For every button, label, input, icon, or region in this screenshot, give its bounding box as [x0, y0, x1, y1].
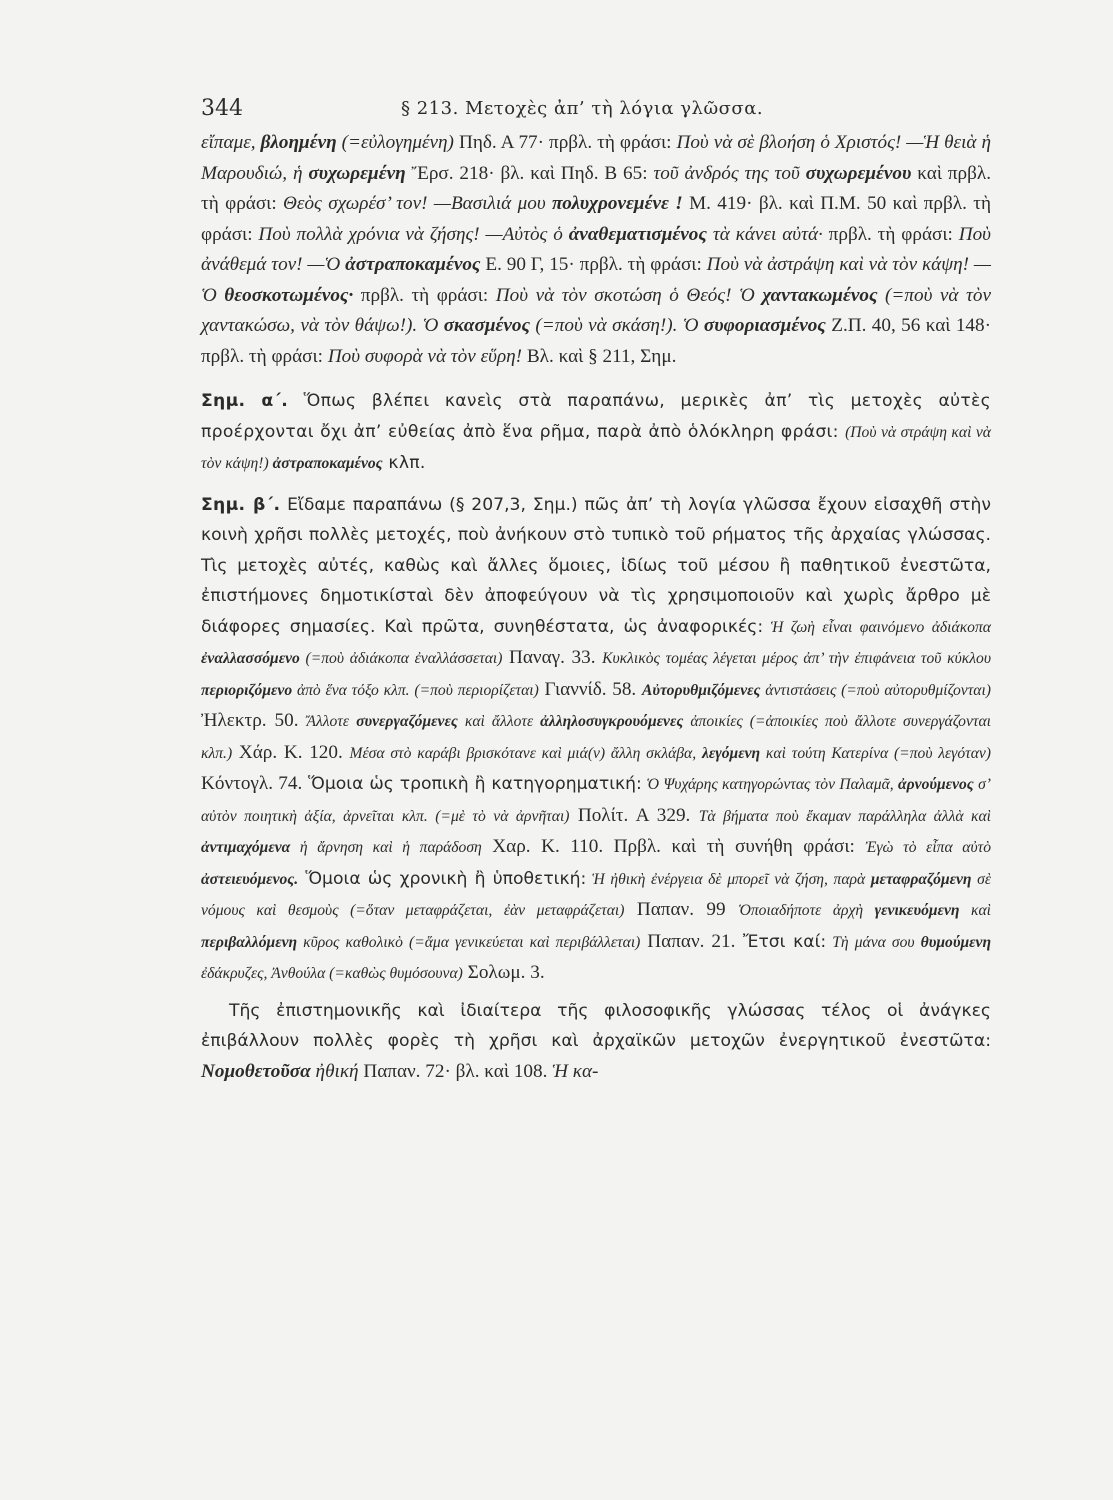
page-number: 344	[201, 96, 243, 121]
bold-term: Νομοθετοῦσα	[201, 1060, 311, 1082]
page-header	[201, 96, 991, 126]
bold-term: συφοριασμένος	[703, 315, 826, 336]
example-phrase: ἐδάκρυζες, Ἀνθούλα (=καθὼς θυμόσουνα)	[201, 965, 463, 982]
text-span: Ε. 90 Γ, 15· πρβλ. τὴ φράσι:	[480, 254, 707, 275]
reference: Ἠλεκτρ. 50.	[201, 710, 307, 731]
text-span: Τῆς ἐπιστημονικῆς καὶ ἰδιαίτερα τῆς φιλοσοφικῆς γλώσσας τέλος οἱ ἀνάγκες ἐπιβάλλουν πολλὲς φορὲς τὴ χρῆσι καὶ ἀρχαϊκῶν μετοχῶν ἐνεργητικοῦ ἐνεστῶτα:	[201, 1000, 991, 1051]
example-phrase: σὲ νόμους καὶ θεσμοὺς (=ὅταν μεταφράζεται, ἐὰν μεταφράζεται)	[201, 870, 991, 919]
example-phrase: καὶ ἄλλοτε	[457, 713, 541, 730]
example-phrase: ἀντιστάσεις (=ποὺ αὐτορυθμίζονται)	[760, 681, 991, 699]
reference: Παναγ. 33.	[502, 647, 603, 668]
bold-term: ἀστειευόμενος.	[201, 870, 299, 888]
text-span: πρβλ. τὴ φράσι:	[822, 223, 959, 245]
bold-term: Αὐτορυθμιζόμενες	[641, 681, 761, 699]
example-phrase: ἠθική	[310, 1060, 359, 1082]
example-phrase: (Ποὺ νὰ στράψη καὶ νὰ τὸν κάψη!)	[201, 423, 991, 472]
reference: Γιαννίδ. 58.	[538, 678, 642, 700]
bold-term: συνεργαζόμενες	[356, 713, 458, 730]
example-phrase: Ὁποιαδήποτε ἀρχὴ	[738, 902, 875, 919]
text-span: κλπ.	[382, 453, 426, 473]
bold-term: ἀλληλοσυγκρουόμενες	[540, 713, 684, 730]
text-span: (=εὐλογημένη)	[336, 132, 459, 153]
note-label: Σημ. β΄.	[201, 494, 281, 515]
bold-term: περιβαλλόμενη	[201, 933, 298, 951]
text-span: Ὅμοια ὡς τροπικὴ ἢ κατηγορηματική:	[302, 774, 642, 794]
example-phrase: Ποὺ συφορὰ νὰ τὸν εὕρη!	[327, 345, 523, 367]
text-span: Ὅμοια ὡς χρονικὴ ἢ ὑποθετική:	[298, 868, 587, 889]
bold-term: θυμούμενη	[920, 933, 992, 951]
bold-term: συχωρεμένη	[308, 162, 406, 184]
bold-term: γενικευόμενη	[874, 902, 960, 919]
reference: Σολωμ. 3.	[462, 962, 545, 983]
example-phrase: καὶ	[959, 902, 991, 919]
example-phrase: Κυκλικὸς τομέας λέγεται μέρος ἀπ’ τὴν ἐπιφάνεια τοῦ κύκλου	[602, 650, 991, 667]
example-phrase: Ποὺ νὰ ἀστράψη καὶ νὰ τὸν κάψη! —Ὁ	[201, 254, 991, 306]
example-phrase: ἀπὸ ἕνα τόξο κλπ. (=ποὺ περιορίζεται)	[292, 681, 539, 699]
example-phrase: Ποὺ ἀνάθεμά τον! —Ὁ	[201, 223, 991, 275]
example-phrase: Ποὺ νὰ τὸν σκοτώση ὁ Θεός! Ὁ	[495, 284, 763, 306]
bold-term: μεταφραζόμενη	[870, 870, 972, 888]
text-span: Ἔρσ. 218· βλ. καὶ Πηδ. Β 65:	[405, 162, 654, 184]
text-span: καὶ πρβλ. τὴ φράσι:	[201, 162, 991, 214]
example-phrase: (=ποὺ ἀδιάκοπα ἐναλλάσσεται)	[299, 650, 503, 667]
example-phrase: Τὴ μάνα σου	[826, 933, 921, 951]
text-span: Ὅπως βλέπει κανεὶς στὰ παραπάνω, μερικὲς ἀπ’ τὶς μετοχὲς αὐτὲς προέρχονται ὄχι ἀπ’ εὐθείας ἀπὸ ἕνα ρῆμα, παρὰ ἀπὸ ὁλόκληρη φράσι:	[201, 391, 992, 442]
reference: Πολίτ. Α 329.	[569, 804, 699, 826]
bold-term: συχωρεμένου	[805, 162, 912, 184]
example-phrase: Ἡ ἠθικὴ ἐνέργεια δὲ μπορεῖ νὰ ζήση, παρὰ	[586, 870, 871, 888]
example-phrase: Ἄλλοτε	[306, 713, 357, 730]
bold-term: ἀναθεματισμένος	[568, 223, 707, 245]
text-span: Εἴδαμε παραπάνω (§ 207,3, Σημ.) πῶς ἀπ’ τὴ λογία γλῶσσα ἔχουν εἰσαχθῆ στὴν κοινὴ χρῆσι πολλὲς μετοχές, ποὺ ἀνήκουν στὸ τυπικὸ τοῦ ρήματος τῆς ἀρχαίας γλώσσας. Τὶς μετοχὲς αὐτές, καθὼς καὶ ἄλλες ὅμοιες, ἰδίως τοῦ μέσου ἢ παθητικοῦ ἐνεστῶτα, ἐπιστήμονες δημοτικίσταὶ δὲν ἀποφεύγουν νὰ τὶς χρησιμοποιοῦν καὶ χωρὶς ἄρθρο μὲ διάφορες σημασίες. Καὶ πρῶτα, συνηθέστατα, ὡς ἀναφορικές:	[201, 494, 991, 637]
reference: Κόντογλ. 74.	[201, 773, 303, 794]
reference: Παπαν. 21.	[640, 930, 736, 952]
example-phrase: Ὁ Ψυχάρης κατηγορώντας τὸν Παλαμᾶ,	[641, 776, 898, 793]
bold-term: ἀντιμαχόμενα	[201, 839, 291, 856]
example-phrase: κῦρος καθολικὸ (=ἅμα γενικεύεται καὶ περιβάλλεται)	[297, 933, 641, 951]
example-phrase: (=ποὺ νὰ σκάση!). Ὁ	[530, 315, 704, 336]
example-phrase: Ἡ ζωὴ εἶναι φαινόμενο ἀδιάκοπα	[763, 618, 991, 636]
example-phrase: καὶ τούτη Κατερίνα (=ποὺ λεγόταν)	[760, 744, 992, 762]
reference: Παπαν. 99	[624, 899, 739, 920]
running-head: § 213. Μετοχὲς ἀπ’ τὴ λόγια γλῶσσα.	[401, 98, 764, 119]
text-span: Πηδ. Α 77· πρβλ. τὴ φράσι:	[458, 132, 677, 153]
bold-term: περιοριζόμενο	[201, 681, 293, 699]
example-phrase: τὰ κάνει αὐτά·	[706, 223, 823, 245]
reference: Χαρ. Κ. 110. Πρβλ. καὶ τὴ συνήθη φράσι:	[481, 836, 866, 857]
example-phrase: σ’ αὐτὸν ποιητικὴ ἀξία, ἀρνεῖται κλπ. (=μὲ τὸ νὰ ἀρνῆται)	[201, 776, 991, 825]
paragraph-last	[201, 996, 991, 1088]
bold-term: ἐναλλασσόμενο	[201, 650, 300, 667]
example-phrase: Θεὸς σχωρέσ’ τον! —Βασιλιά μου	[283, 193, 553, 214]
note-b	[201, 490, 991, 990]
bold-term: ἀρνούμενος	[898, 776, 974, 793]
example-phrase: Ποὺ πολλὰ χρόνια νὰ ζήσης! —Αὐτὸς ὁ	[258, 223, 569, 245]
note-a	[201, 386, 991, 480]
bold-term: σκασμένος	[443, 315, 531, 336]
paragraph-1	[201, 128, 991, 372]
bold-term: πολυχρονεμένε !	[552, 193, 683, 214]
example-phrase: Τὰ βήματα ποὺ ἔκαμαν παράλληλα ἀλλὰ καὶ	[698, 807, 991, 825]
reference: Παπαν. 72· βλ. καὶ 108.	[358, 1060, 553, 1082]
bold-term: βλοημένη	[260, 132, 337, 153]
reference: Χάρ. Κ. 120.	[232, 741, 350, 763]
text-span: Βλ. καὶ § 211, Σημ.	[522, 345, 677, 367]
text-span: Μ. 419· βλ. καὶ Π.Μ. 50 καὶ πρβλ. τὴ φράσι:	[201, 193, 991, 245]
example-phrase: τοῦ ἀνδρός της τοῦ	[653, 162, 806, 184]
text-span: πρβλ. τὴ φράσι:	[353, 284, 496, 306]
example-phrase: ἡ ἄρνηση καὶ ἡ παράδοση	[290, 839, 482, 856]
example-phrase: Ἐγὼ τὸ εἶπα αὐτὸ	[865, 839, 991, 856]
text-span: Ζ.Π. 40, 56 καὶ 148· πρβλ. τὴ φράσι:	[201, 315, 991, 367]
bold-term: ἀστραποκαμένος	[345, 254, 481, 275]
text-span: εἴπαμε,	[201, 132, 261, 153]
example-phrase: ἀποικίες (=ἀποικίες ποὺ ἄλλοτε συνεργάζονται κλπ.)	[201, 713, 991, 762]
bold-term: θεοσκοτωμένος·	[224, 284, 354, 306]
text-span: Ἔτσι καί:	[735, 931, 827, 952]
bold-term: χαντακωμένος	[762, 284, 878, 306]
example-phrase: Ἡ κα-	[552, 1060, 599, 1082]
note-label: Σημ. α΄.	[201, 391, 289, 411]
example-phrase: (=ποὺ νὰ τὸν χαντακώσω, νὰ τὸν θάψω!). Ὁ	[201, 284, 992, 336]
example-phrase: Ποὺ νὰ σὲ βλοήση ὁ Χριστός! —Ἡ θειὰ ἡ Μαρουδιώ, ἡ	[201, 132, 992, 184]
example-phrase: Μέσα στὸ καράβι βρισκότανε καὶ μιά(ν) ἄλλη σκλάβα,	[349, 744, 702, 762]
bold-term: λεγόμενη	[701, 744, 761, 762]
bold-term: ἀστραποκαμένος	[272, 455, 383, 472]
page-body	[201, 128, 991, 1087]
